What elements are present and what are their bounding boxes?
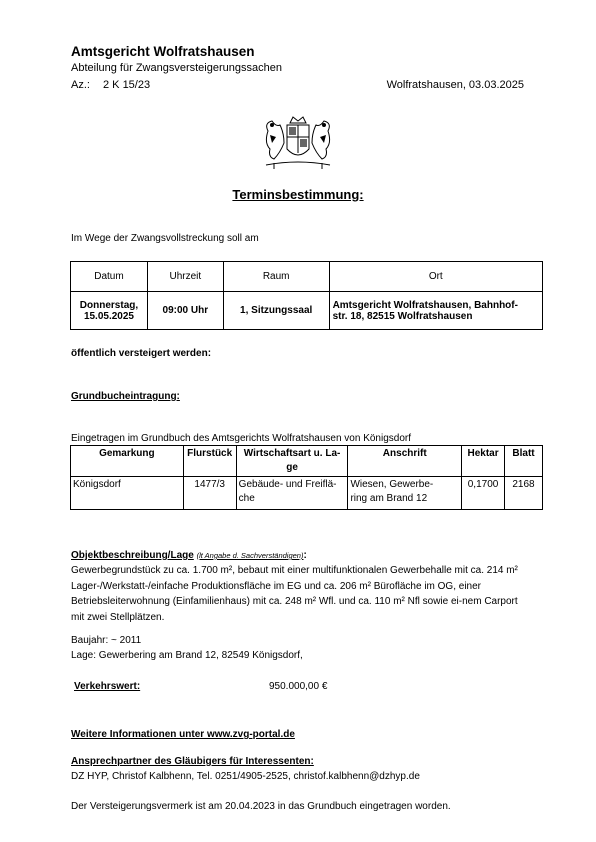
header-blatt: Blatt [505, 446, 543, 477]
cell-anschrift [348, 477, 462, 510]
cell-hektar: 0,1700 [462, 477, 505, 510]
file-number-value: 2 K 15/23 [103, 79, 151, 91]
land-register-heading: Grundbucheintragung: [71, 391, 180, 402]
header-wirtschaftsart-line-1: Wirtschaftsart u. La- [243, 448, 341, 459]
cell-gemarkung: Königsdorf [71, 477, 184, 510]
termin-weekday: Donnerstag, [79, 299, 139, 311]
termin-date: 15.05.2025 [83, 310, 134, 322]
termin-location-line-1: Amtsgericht Wolfratshausen, Bahnhof- [332, 299, 518, 311]
cell-wirtschaftsart-line-2: che [238, 493, 255, 504]
termin-table-row [71, 292, 543, 330]
auction-note: Der Versteigerungsvermerk ist am 20.04.2023 in das Grundbuch eingetragen worden. [71, 801, 451, 812]
termin-table-header-row [71, 262, 543, 292]
termin-header-datum: Datum [71, 262, 148, 292]
cell-wirtschaftsart [236, 477, 348, 510]
termin-time: 09:00 Uhr [147, 292, 223, 330]
expert-note: (lt Angabe d. Sachverständigen) [196, 551, 304, 560]
property-description-text: Gewerbegrundstück zu ca. 1.700 m², bebaut mit einer multifunktionalen Gewerbehalle mit ca. 214 m² Lager-/Werkstatt-/einfache Produktionsfläche im EG und ca. 206 m² Bürofläche im OG, einer Betriebsleiterwohnung (Einfamilienhaus) mit ca. 248 m² Wfl. und ca. 110 m² Nfl sowie ei-nem Carport mit zwei Stellplätzen. [71, 565, 518, 623]
termin-room: 1, Sitzungssaal [223, 292, 329, 330]
header-wirtschaftsart [236, 446, 348, 477]
construction-year: Baujahr: ~ 2011 [71, 635, 142, 646]
cell-blatt: 2168 [505, 477, 543, 510]
termin-header-uhrzeit: Uhrzeit [147, 262, 223, 292]
auction-statement: öffentlich versteigert werden: [71, 348, 212, 359]
property-description-heading [71, 550, 307, 561]
land-register-table [70, 445, 543, 510]
property-location: Lage: Gewerbering am Brand 12, 82549 Königsdorf, [71, 650, 303, 661]
intro-text: Im Wege der Zwangsvollstreckung soll am [71, 233, 259, 244]
termin-table [70, 261, 543, 330]
land-register-intro: Eingetragen im Grundbuch des Amtsgerichts Wolfratshausen von Königsdorf [71, 433, 411, 444]
cell-flurstueck: 1477/3 [183, 477, 236, 510]
cell-anschrift-line-1: Wiesen, Gewerbe- [350, 479, 434, 490]
property-description-title: Objektbeschreibung/Lage [71, 550, 194, 561]
header-wirtschaftsart-line-2: ge [286, 462, 298, 473]
market-value: 950.000,00 € [269, 681, 328, 692]
document-title: Terminsbestimmung: [232, 187, 364, 202]
contact-details: DZ HYP, Christof Kalbhenn, Tel. 0251/4905-2525, christof.kalbhenn@dzhyp.de [71, 771, 420, 782]
termin-header-raum: Raum [223, 262, 329, 292]
termin-header-ort: Ort [329, 262, 542, 292]
header-gemarkung: Gemarkung [71, 446, 184, 477]
more-info-link[interactable]: Weitere Informationen unter www.zvg-portal.de [71, 729, 295, 740]
court-name: Amtsgericht Wolfratshausen [71, 44, 255, 59]
file-number-label: Az.: [71, 79, 90, 91]
cell-anschrift-line-2: ring am Brand 12 [350, 493, 428, 504]
department-name: Abteilung für Zwangsversteigerungssachen [71, 62, 282, 74]
place-date: Wolfratshausen, 03.03.2025 [386, 79, 524, 91]
termin-location-line-2: str. 18, 82515 Wolfratshausen [332, 310, 473, 322]
bavarian-coat-of-arms-icon [260, 113, 336, 171]
termin-datum-cell [71, 292, 148, 330]
termin-location-cell [329, 292, 542, 330]
land-register-header-row [71, 446, 543, 477]
market-value-label: Verkehrswert: [74, 681, 141, 692]
header-hektar: Hektar [462, 446, 505, 477]
cell-wirtschaftsart-line-1: Gebäude- und Freiflä- [238, 479, 337, 490]
heading-colon: : [303, 550, 307, 561]
header-flurstueck: Flurstück [183, 446, 236, 477]
contact-heading: Ansprechpartner des Gläubigers für Interessenten: [71, 756, 314, 767]
table-row [71, 477, 543, 510]
header-anschrift: Anschrift [348, 446, 462, 477]
